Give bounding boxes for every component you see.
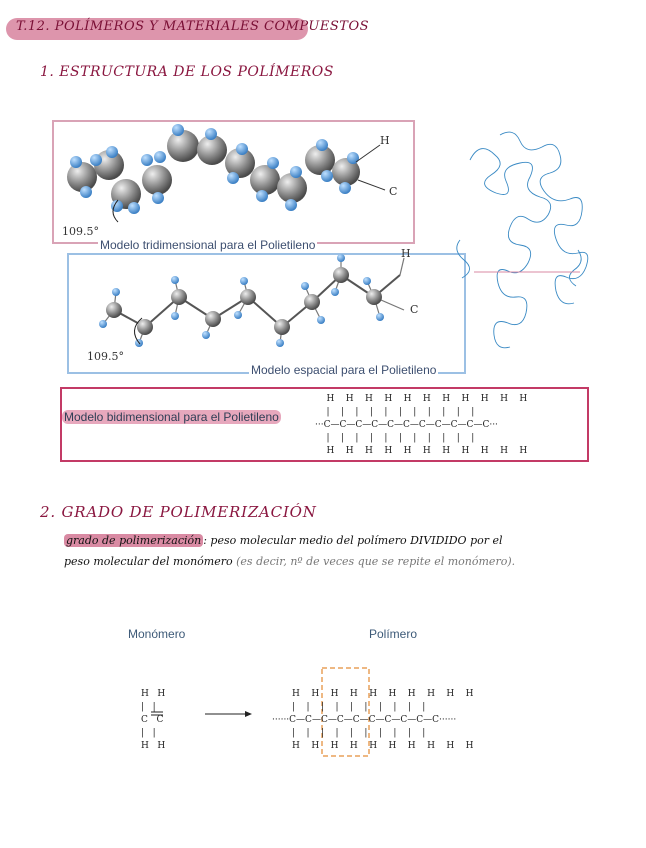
ethylene-monomer-structure: H H | | C C | | H H	[141, 689, 166, 751]
h-atom-label-3d: H	[380, 134, 390, 147]
section-2-heading: 2. GRADO DE POLIMERIZACIÓN	[40, 503, 317, 521]
h-atom-label-spatial: H	[401, 247, 411, 260]
definition-line-1	[64, 534, 503, 547]
model-spatial-label: Modelo espacial para el Polietileno	[251, 363, 437, 377]
polymer-caption: Polímero	[369, 627, 418, 641]
definition-text-1: : peso molecular medio del polímero DIVIDIDO por el	[203, 534, 503, 547]
model-3d-label: Modelo tridimensional para el Polietileno	[100, 238, 316, 252]
model-2d-label: Modelo bidimensional para el Polietileno	[64, 410, 279, 424]
polyethylene-3d-model	[67, 124, 385, 222]
random-coil-illustration	[457, 132, 588, 348]
definition-line-2	[64, 555, 515, 568]
polyethylene-chain-structure: H H H H H H H H H H | | | | | | | | | | ······C—C—C—C—C—C—C—C—C—C······ | | | | | | | | | | H H H H H H H H H H	[272, 689, 474, 751]
page-title: T.12. POLÍMEROS Y MATERIALES COMPUESTOS	[16, 19, 370, 34]
polyethylene-spatial-model	[99, 254, 404, 347]
c-atom-label-spatial: C	[410, 303, 419, 316]
section-1-heading: 1. ESTRUCTURA DE LOS POLÍMEROS	[40, 64, 334, 80]
bond-angle-spatial: 109.5°	[87, 350, 124, 363]
monomer-caption: Monómero	[128, 627, 186, 641]
c-atom-label-3d: C	[389, 185, 398, 198]
polyethylene-2d-structure: H H H H H H H H H H H | | | | | | | | | | | ···C—C—C—C—C—C—C—C—C—C—C··· | | | | | | | | | | | H H H H H H H H H H H	[315, 394, 528, 456]
definition-text-2: peso molecular del monómero	[64, 555, 233, 568]
reaction-arrowhead	[245, 711, 252, 717]
bond-angle-3d: 109.5°	[62, 225, 99, 238]
definition-parenthetical: (es decir, nº de veces que se repite el monómero).	[232, 555, 516, 568]
definition-term: grado de polimerización	[66, 534, 202, 547]
